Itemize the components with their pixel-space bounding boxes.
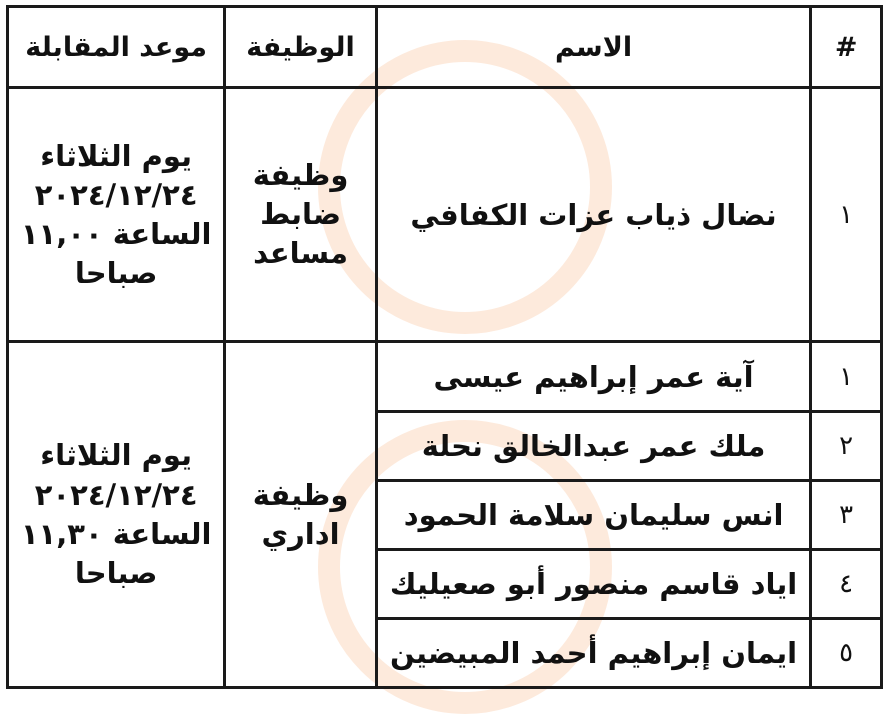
header-interview-date: موعد المقابلة (8, 7, 225, 88)
interview-period: صباحا (74, 555, 158, 590)
interview-date-cell (8, 88, 225, 342)
applicant-name: اياد قاسم منصور أبو صعيليك (376, 549, 810, 618)
row-number: ١ (811, 342, 882, 411)
interview-schedule-table (6, 5, 883, 689)
applicant-name: نضال ذياب عزات الكفافي (376, 88, 810, 342)
interview-day: يوم الثلاثاء (40, 438, 192, 473)
row-number: ٢ (811, 411, 882, 480)
applicant-name: ملك عمر عبدالخالق نحلة (376, 411, 810, 480)
job-title-line: وظيفة (252, 158, 349, 193)
interview-date: ٢٠٢٤/١٢/٢٤ (34, 177, 198, 212)
job-title-line: اداري (261, 516, 340, 551)
interview-period: صباحا (74, 256, 158, 291)
header-job: الوظيفة (225, 7, 377, 88)
row-number: ٤ (811, 549, 882, 618)
table-row (8, 88, 882, 342)
table-row (8, 342, 882, 411)
row-number: ٥ (811, 618, 882, 687)
interview-time: الساعة ١١,٣٠ (20, 516, 212, 551)
header-name: الاسم (376, 7, 810, 88)
job-title-line: وظيفة (252, 477, 349, 512)
header-row (8, 7, 882, 88)
job-title-cell (225, 342, 377, 688)
interview-time: الساعة ١١,٠٠ (20, 216, 212, 251)
interview-date: ٢٠٢٤/١٢/٢٤ (34, 477, 198, 512)
applicant-name: ايمان إبراهيم أحمد المبيضين (376, 618, 810, 687)
row-number: ٣ (811, 480, 882, 549)
job-title-line: مساعد (253, 236, 348, 271)
applicant-name: انس سليمان سلامة الحمود (376, 480, 810, 549)
applicant-name: آية عمر إبراهيم عيسى (376, 342, 810, 411)
job-title-cell (225, 88, 377, 342)
job-title-line: ضابط (260, 197, 341, 232)
interview-date-cell (8, 342, 225, 688)
row-number: ١ (811, 88, 882, 342)
interview-day: يوم الثلاثاء (40, 138, 192, 173)
header-number: # (811, 7, 882, 88)
